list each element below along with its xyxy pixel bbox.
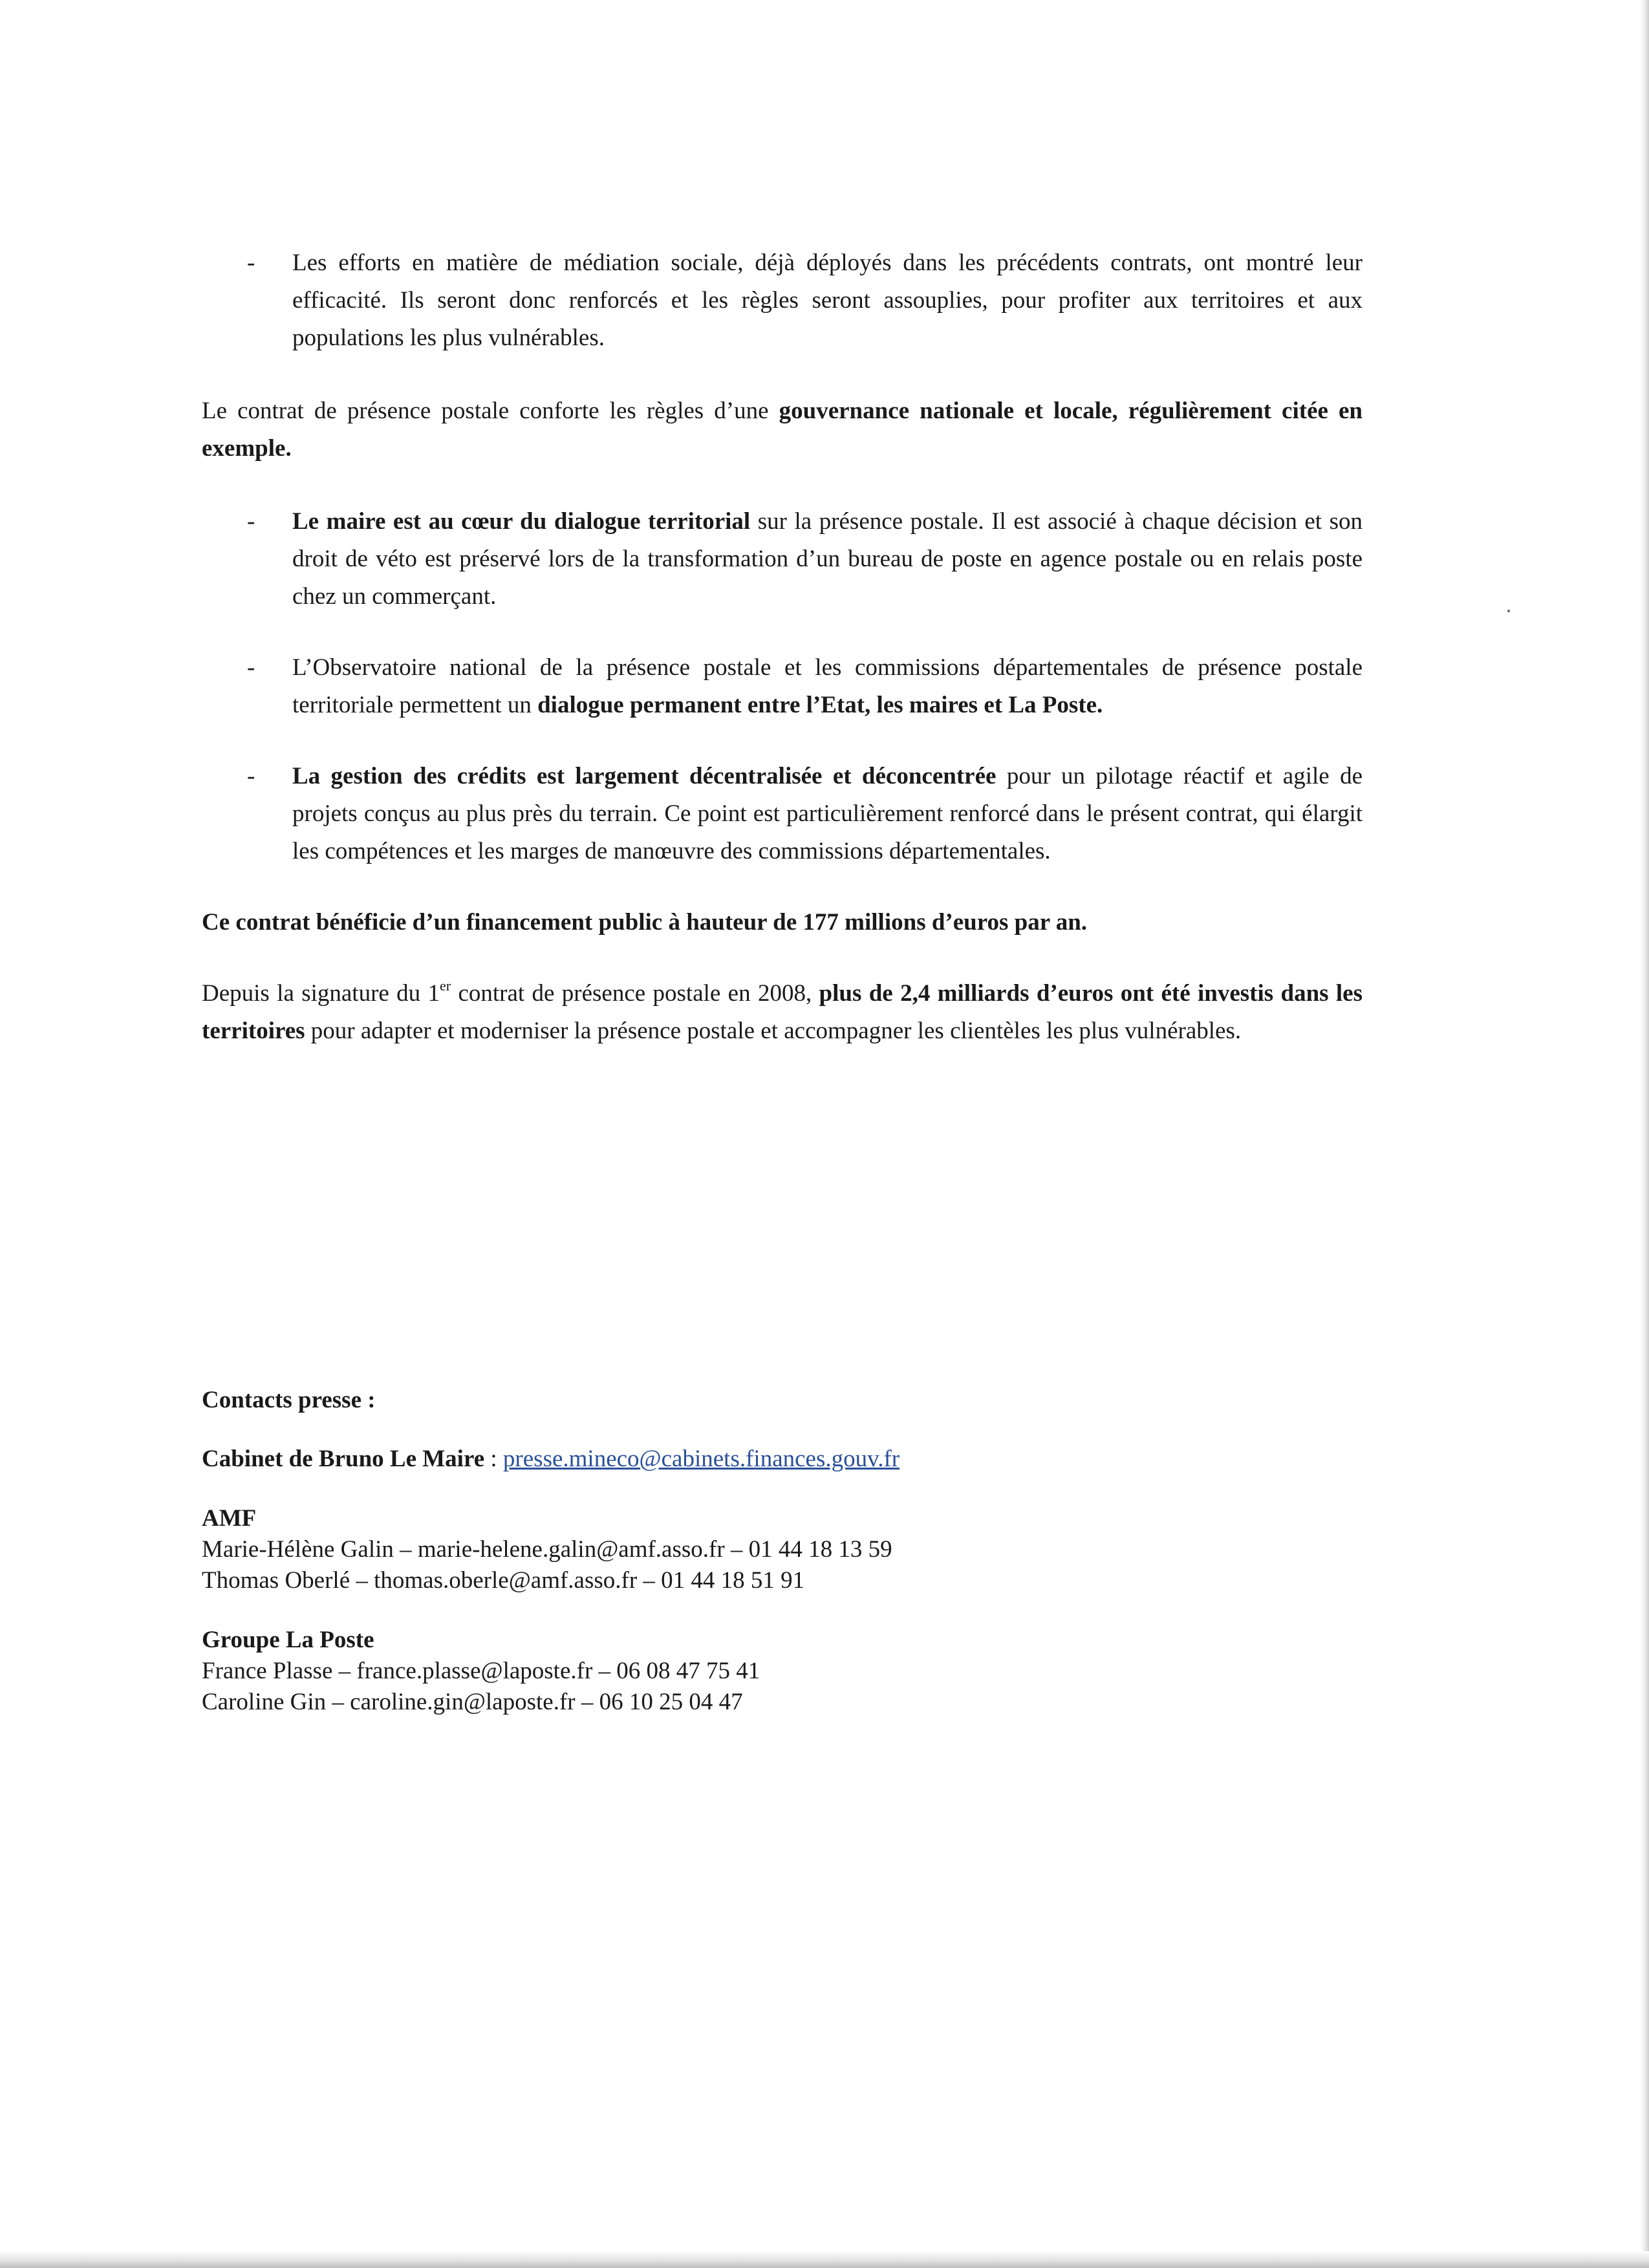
bullet-dash: - [247, 250, 255, 276]
page-edge-right [1640, 0, 1649, 2268]
amf-contact-line: Thomas Oberlé – thomas.oberle@amf.asso.fr – 01 44 18 51 91 [202, 1567, 805, 1594]
funding-text: Ce contrat bénéficie d’un financement public à hauteur de 177 millions d’euros par an. [202, 909, 1088, 936]
bullet-bold: Le maire est au cœur du dialogue territorial [292, 508, 751, 535]
since-lead: Depuis la signature du 1 [202, 980, 440, 1007]
laposte-contact-line: France Plasse – france.plasse@laposte.fr – 06 08 47 75 41 [202, 1658, 760, 1684]
bullet-maire [202, 503, 1363, 615]
since-mid: contrat de présence postale en 2008, [451, 980, 819, 1007]
bullet-observatoire [202, 649, 1363, 724]
since-rest: pour adapter et moderniser la présence postale et accompagner les clientèles les plus vulnérables. [305, 1018, 1242, 1044]
bullet-mediation [202, 244, 1363, 357]
page-edge-bottom [0, 2251, 1649, 2268]
since-sup: er [440, 978, 451, 994]
bullet-bold: dialogue permanent entre l’Etat, les maires et La Poste. [537, 692, 1103, 718]
scan-speck [1507, 610, 1510, 612]
bullet-rest: sur la présence postale. Il est associé à chaque décision et son droit de véto est préservé lors de la transformation d’un bureau de poste en agence postale ou en relais poste chez un commerçant. [292, 508, 1363, 610]
bullet-credits [202, 758, 1363, 870]
contacts-title: Contacts presse : [202, 1387, 376, 1413]
governance-lead: Le contrat de présence postale conforte les règles d’une [202, 398, 779, 424]
funding-paragraph [202, 904, 1363, 941]
laposte-contact-line: Caroline Gin – caroline.gin@laposte.fr – 06 10 25 04 47 [202, 1689, 743, 1715]
since-bold: plus de 2,4 milliards d’euros ont été investis dans les territoires [202, 980, 1363, 1044]
cabinet-label: Cabinet de Bruno Le Maire [202, 1446, 485, 1472]
bullet-rest: pour un pilotage réactif et agile de projets conçus au plus près du terrain. Ce point est particulièrement renforcé dans le présent contrat, qui élargit les compétences et les marges de manœuvre des commissions départementales. [292, 763, 1363, 864]
bullet-dash: - [247, 508, 255, 535]
since-paragraph [202, 975, 1363, 1050]
cabinet-contact [202, 1444, 1366, 1475]
bullet-lead: L’Observatoire national de la présence postale et les commissions départementales de présence postale territoriale permettent un [292, 654, 1363, 718]
cabinet-separator: : [484, 1446, 503, 1472]
bullet-bold: La gestion des crédits est largement décentralisée et déconcentrée [292, 763, 997, 789]
document-body [202, 244, 1363, 1050]
cabinet-email-link[interactable]: presse.mineco@cabinets.finances.gouv.fr [502, 1446, 900, 1472]
bullet-text: Les efforts en matière de médiation sociale, déjà déployés dans les précédents contrats, ont montré leur efficacité. Ils seront donc renforcés et les règles seront assouplies, pour profiter aux territoires et aux populations les plus vulnérables. [292, 250, 1363, 351]
amf-title: AMF [202, 1505, 257, 1532]
amf-contact-line: Marie-Hélène Galin – marie-helene.galin@amf.asso.fr – 01 44 18 13 59 [202, 1536, 892, 1563]
bullet-dash: - [247, 763, 255, 789]
press-contacts [202, 1385, 1366, 1718]
governance-bold: gouvernance nationale et locale, régulièrement citée en exemple. [202, 398, 1363, 462]
governance-paragraph [202, 392, 1363, 467]
bullet-dash: - [247, 654, 255, 681]
laposte-title: Groupe La Poste [202, 1627, 374, 1653]
